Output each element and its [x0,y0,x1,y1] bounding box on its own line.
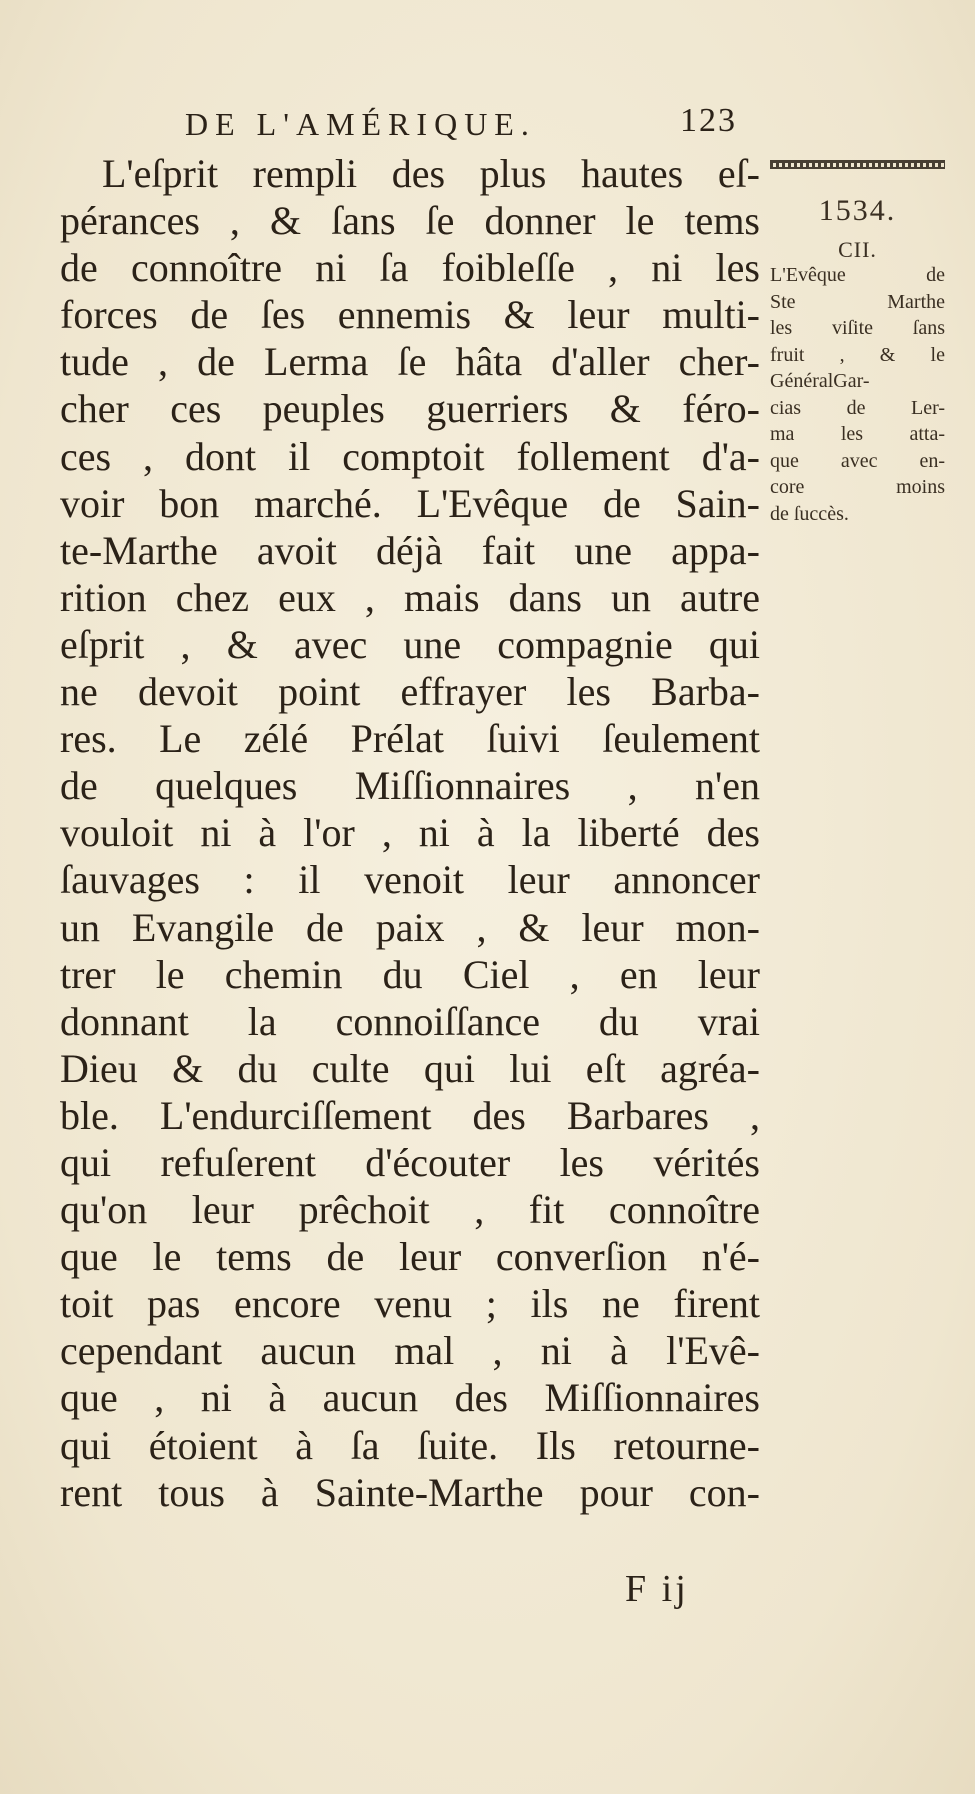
margin-note-line: les viſite ſans [770,317,945,339]
margin-year: 1534. [818,194,897,227]
margin-note-line: fruit , & le [770,343,945,366]
text-line: ſauvages : il venoit leur annoncer [60,857,760,903]
text-line: cher ces peuples guerriers & féro- [60,386,760,432]
margin-note-line: cias de Ler- [770,396,945,419]
text-line: vouloit ni à l'or , ni à la liberté des [60,810,760,856]
margin-note-line: que avec en- [770,449,945,472]
text-line: donnant la connoiſſance du vrai [60,998,760,1044]
text-line: tude , de Lerma ſe hâta d'aller cher- [60,339,760,385]
text-line: que , ni à aucun des Miſſionnaires [60,1375,760,1421]
margin-note-line: core moins [770,476,945,498]
text-line: cependant aucun mal , ni à l'Evê- [60,1328,760,1374]
text-line: Dieu & du culte qui lui eſt agréa- [60,1045,760,1091]
margin-note-line: ma les atta- [770,423,945,445]
margin-note-line: GénéralGar- [770,370,870,392]
text-line: que le tems de leur converſion n'é- [60,1234,760,1280]
text-line: pérances , & ſans ſe donner le tems [60,198,760,244]
text-line: voir bon marché. L'Evêque de Sain- [60,480,760,526]
section-number: CII. [838,237,877,262]
margin-note-line: L'Evêque de [770,264,945,286]
text-line: ble. L'endurciſſement des Barbares , [60,1092,760,1138]
text-line: res. Le zélé Prélat ſuivi ſeulement [60,716,760,762]
text-line: de connoître ni ſa foibleſſe , ni les [60,245,760,291]
text-line: de quelques Miſſionnaires , n'en [60,763,760,809]
signature-mark: F ij [625,1568,689,1610]
text-line: un Evangile de paix , & leur mon- [60,904,760,950]
text-line: rition chez eux , mais dans un autre [60,574,760,620]
ornamental-rule [770,160,945,169]
text-line: qui refuſerent d'écouter les vérités [60,1139,760,1185]
running-head [185,102,945,152]
text-line: ces , dont il comptoit follement d'a- [60,433,760,479]
text-line: L'eſprit rempli des plus hautes eſ- [102,151,760,196]
running-head-title: DE L'AMÉRIQUE. [185,106,536,142]
text-line: qu'on leur prêchoit , fit connoître [60,1187,760,1233]
body-text [60,150,760,1516]
text-line: rent tous à Sainte-Marthe pour con- [60,1469,760,1515]
text-line: te-Marthe avoit déjà fait une appa- [60,527,760,573]
margin-note-line: Ste Marthe [770,290,945,313]
text-line: qui étoient à ſa ſuite. Ils retourne- [60,1422,760,1468]
margin-note-line: de ſuccès. [770,502,849,525]
margin-note [770,262,945,527]
text-line: toit pas encore venu ; ils ne firent [60,1281,760,1327]
page-number: 123 [680,102,737,139]
text-line: forces de ſes ennemis & leur multi- [60,292,760,338]
text-line: trer le chemin du Ciel , en leur [60,951,760,997]
text-line: ne devoit point effrayer les Barba- [60,669,760,715]
text-line: eſprit , & avec une compagnie qui [60,621,760,667]
